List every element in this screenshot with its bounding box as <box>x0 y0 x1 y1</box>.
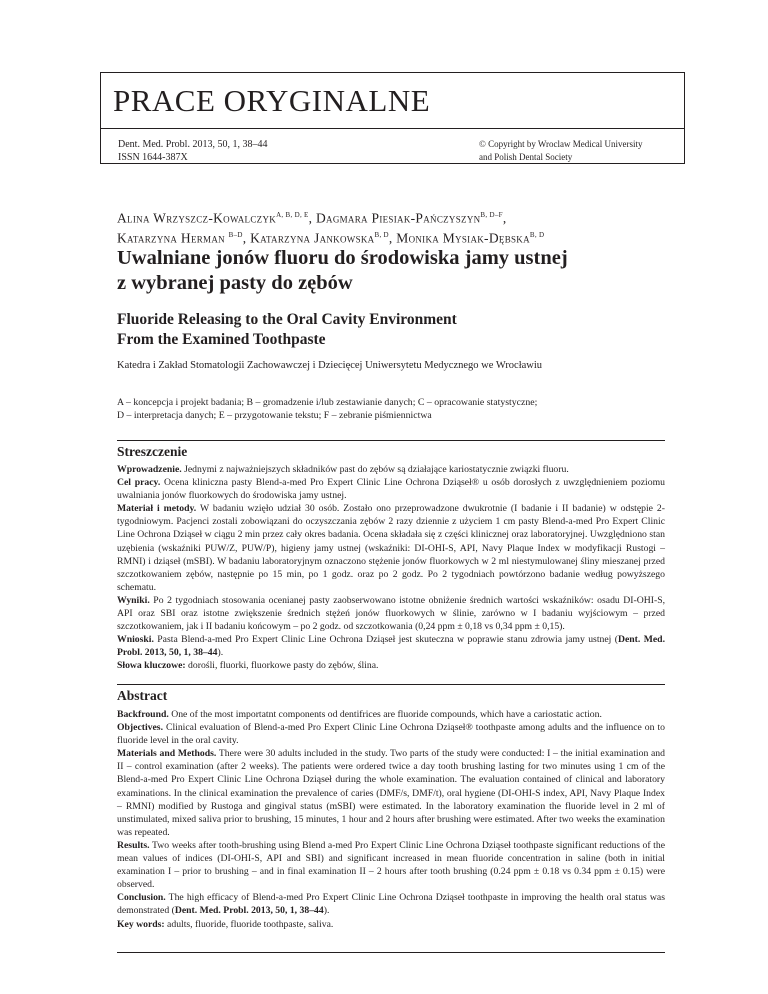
paragraph-objectives <box>117 721 665 747</box>
citation-line: Dent. Med. Probl. 2013, 50, 1, 38–44 <box>118 139 268 150</box>
paragraph-text: dorośli, fluorki, fluorkowe pasty do zębów, ślina. <box>185 660 379 672</box>
paragraph-background <box>117 708 665 721</box>
paragraph-text: ). <box>323 905 330 917</box>
legend-line: D – interpretacja danych; E – przygotowanie tekstu; F – zebranie piśmiennictwa <box>117 410 432 421</box>
copyright-line: and Polish Dental Society <box>479 152 573 162</box>
paragraph-text: Ocena kliniczna pasty Blend-a-med Pro Expert Clinic Line Ochrona Dziąseł® u osób dorosłych z uwzględnieniem poziomu uwalniania jonów fluorkowych do środowiska jamy ustnej. <box>117 477 665 502</box>
section-divider <box>117 440 665 441</box>
paragraph-keywords <box>117 659 665 672</box>
copyright-line: © Copyright by Wroclaw Medical University <box>479 139 643 149</box>
paragraph-text: Pasta Blend-a-med Pro Expert Clinic Line Ochrona Dziąseł jest skuteczna w poprawie stanu zdrowia jamy ustnej ( <box>153 634 618 646</box>
affiliation: Katedra i Zakład Stomatologii Zachowawczej i Dziecięcej Uniwersytetu Medycznego we Wrocławiu <box>117 360 543 371</box>
paragraph-label: Materiał i metody. <box>117 503 197 515</box>
footer-divider <box>117 952 665 953</box>
title-line: From the Examined Toothpaste <box>117 331 326 348</box>
contribution-legend <box>117 396 697 422</box>
abstract-body <box>117 708 665 931</box>
citation-reference: Dent. Med. Probl. 2013, 50, 1, 38–44 <box>117 634 665 659</box>
paragraph-conclusion <box>117 891 665 917</box>
author-contribution: A, B, D, E <box>276 211 309 219</box>
citation-reference: Dent. Med. Probl. 2013, 50, 1, 38–44 <box>174 905 324 917</box>
paragraph-methods <box>117 747 665 839</box>
author-contribution: B, D–F <box>480 211 503 219</box>
paragraph-keywords <box>117 918 665 931</box>
paragraph-label: Objectives. <box>117 722 164 734</box>
paragraph-text: W badaniu wzięło udział 30 osób. Zostało ono przeprowadzone dwukrotnie (I badanie i II badanie) w odstępie 2-tygodniowym. Pacjenci zostali zobowiązani do oczyszczania zębów 2 razy dziennie z użyciem 1 cm pasty Blend-a-med Pro Expert Clinic Line Ochrona Dziąseł w ciągu 2 min przez cały okres badania. Ocena składała się z części klinicznej oraz laboratoryjnej. Uwzględniono stan uzębienia (wskaźniki PUW/Z, PUW/P), higieny jamy ustnej (wskaźniki: DI-OHI-S, API, Navy Plaque Index w modyfikacji Rustogi – RMNI) i dziąseł (mSBI). W badaniu laboratoryjnym oznaczono stężenie jonów fluorkowych w 2 ml niestymulowanej śliny mieszanej przed szczotkowaniem zębów, następnie po 15 min, po 1 godz. oraz po 2 godz. Po 2 tygodniach powtórzono badanie według powyższego schematu. <box>117 503 666 593</box>
paragraph-label: Słowa kluczowe: <box>117 660 186 672</box>
author-name: Katarzyna Jankowska <box>250 230 375 245</box>
header-divider <box>100 128 685 129</box>
paragraph-text: Po 2 tygodniach stosowania ocenianej pasty zaobserwowano istotne obniżenie średnich wartości wskaźników: osadu DI-OHI-S, API oraz SBI oraz istotne zwiększenie średnich stężeń jonów fluorkowych w ślinie, zarówno w I badaniu wyjściowym – przed szczotkowaniem, jak i II badaniu końcowym – po 2 godz. od szczotkowania (0,24 ppm ± 0,18 vs 0,34 ppm ± 0,15). <box>117 594 665 633</box>
streszczenie-heading: Streszczenie <box>117 444 188 459</box>
section-title: PRACE ORYGINALNE <box>113 83 431 118</box>
copyright-notice <box>479 138 643 164</box>
title-polish <box>117 246 677 296</box>
paragraph-introduction <box>117 463 665 476</box>
author-list: Alina Wrzyszcz-Kowalczyk$^{A, B, D, E}$, Dagmara Piesiak-Pańczyszyn$^{B, D-F}$, Katarzyna Herman $^{B-D}$, Katarzyna Jankowska$^{B, D}$, Monika Mysiak-Dębska$^{B, D}$ <box>117 210 545 245</box>
legend-line: A – koncepcja i projekt badania; B – gromadzenie i/lub zestawianie danych; C – opracowanie statystyczne; <box>117 397 538 408</box>
paragraph-conclusions <box>117 633 665 659</box>
paragraph-label: Materials and Methods. <box>117 748 217 760</box>
author-contribution: B, D <box>529 230 545 239</box>
paragraph-label: Cel pracy. <box>117 477 161 489</box>
issn-line: ISSN 1644-387X <box>118 152 188 163</box>
title-line: Fluoride Releasing to the Oral Cavity Environment <box>117 311 457 328</box>
author-name: Alina Wrzyszcz-Kowalczyk <box>117 210 277 226</box>
author-name: Dagmara Piesiak-Pańczyszyn <box>315 210 481 226</box>
title-line: z wybranej pasty do zębów <box>117 272 353 294</box>
paragraph-label: Wprowadzenie. <box>117 464 182 475</box>
paragraph-label: Results. <box>117 839 150 851</box>
paragraph-text: Two weeks after tooth-brushing using Blend a-med Pro Expert Clinic Line Ochrona Dziąseł toothpaste significant reductions of the mean values of indices (DI-OHI-S, API and SBI) and significant increased in mean fluoride concentration in saline (both in initial examination I – prior to brushing – and in final examination II – 2 hours after tooth brushing (0.24 ppm ± 0.18 vs 0.34 ppm ± 0.15) were observed. <box>117 839 665 891</box>
section-divider <box>117 684 665 685</box>
author-contribution: B, D <box>374 230 389 239</box>
paragraph-text: Jednymi z najważniejszych składników past do zębów są działające kariostatycznie związki fluoru. <box>181 464 569 475</box>
paragraph-text: ). <box>217 647 224 659</box>
title-english <box>117 310 677 350</box>
paragraph-label: Wyniki. <box>117 594 150 606</box>
author-name: Katarzyna Herman <box>117 230 225 245</box>
paragraph-aim <box>117 476 665 502</box>
paragraph-text: One of the most importatnt components od dentifrices are fluoride compounds, which have a cariostatic action. <box>168 709 602 720</box>
journal-citation <box>118 138 267 164</box>
title-line: Uwalniane jonów fluoru do środowiska jamy ustnej <box>117 247 568 269</box>
author-name: Monika Mysiak-Dębska <box>396 230 530 245</box>
paragraph-label: Backfround. <box>117 709 169 720</box>
abstract-heading: Abstract <box>117 688 168 703</box>
paragraph-text: The high efficacy of Blend-a-med Pro Expert Clinic Line Ochrona Dziąseł toothpaste in improving the health oral status was demonstrated ( <box>117 892 665 917</box>
author-contribution: B–D <box>228 230 243 239</box>
paragraph-label: Conclusion. <box>117 892 166 904</box>
paragraph-results <box>117 839 665 891</box>
paragraph-text: adults, fluoride, fluoride toothpaste, saliva. <box>164 918 334 930</box>
paragraph-methods <box>117 502 665 594</box>
streszczenie-body <box>117 463 665 673</box>
paragraph-label: Wnioski. <box>117 634 154 646</box>
paragraph-text: There were 30 adults included in the study. Two parts of the study were conducted: I – the initial examination and II – control examination (after 2 weeks). The patients were ordered twice a day tooth brushing lasting for two minutes using 1 cm of the Blend-a-med Pro Expert Clinic Line Ochrona Dziąseł during the whole examination. The evaluation contained of clinical and laboratory examinations. In the clinical examination the prevalence of caries (DMF/s, DMF/t), oral hygiene (DI-OHI-S index, API, Navy Plaque Index – RMNI) modified by Rustoga and gingival status (mSBI) were estimated. In the laboratory examination the fluoride level in 2 ml of unstimulated, mixed saliva prior to brushing, 15 minutes, 1 hour and 2 hours after brushing were estimated. After two weeks the examination was repeated. <box>117 748 665 838</box>
paragraph-results <box>117 594 665 633</box>
paragraph-label: Key words: <box>117 918 165 930</box>
paragraph-text: Clinical evaluation of Blend-a-med Pro Expert Clinic Line Ochrona Dziąseł® toothpaste among adults and the influence on to fluoride level in the oral cavity. <box>117 722 665 747</box>
